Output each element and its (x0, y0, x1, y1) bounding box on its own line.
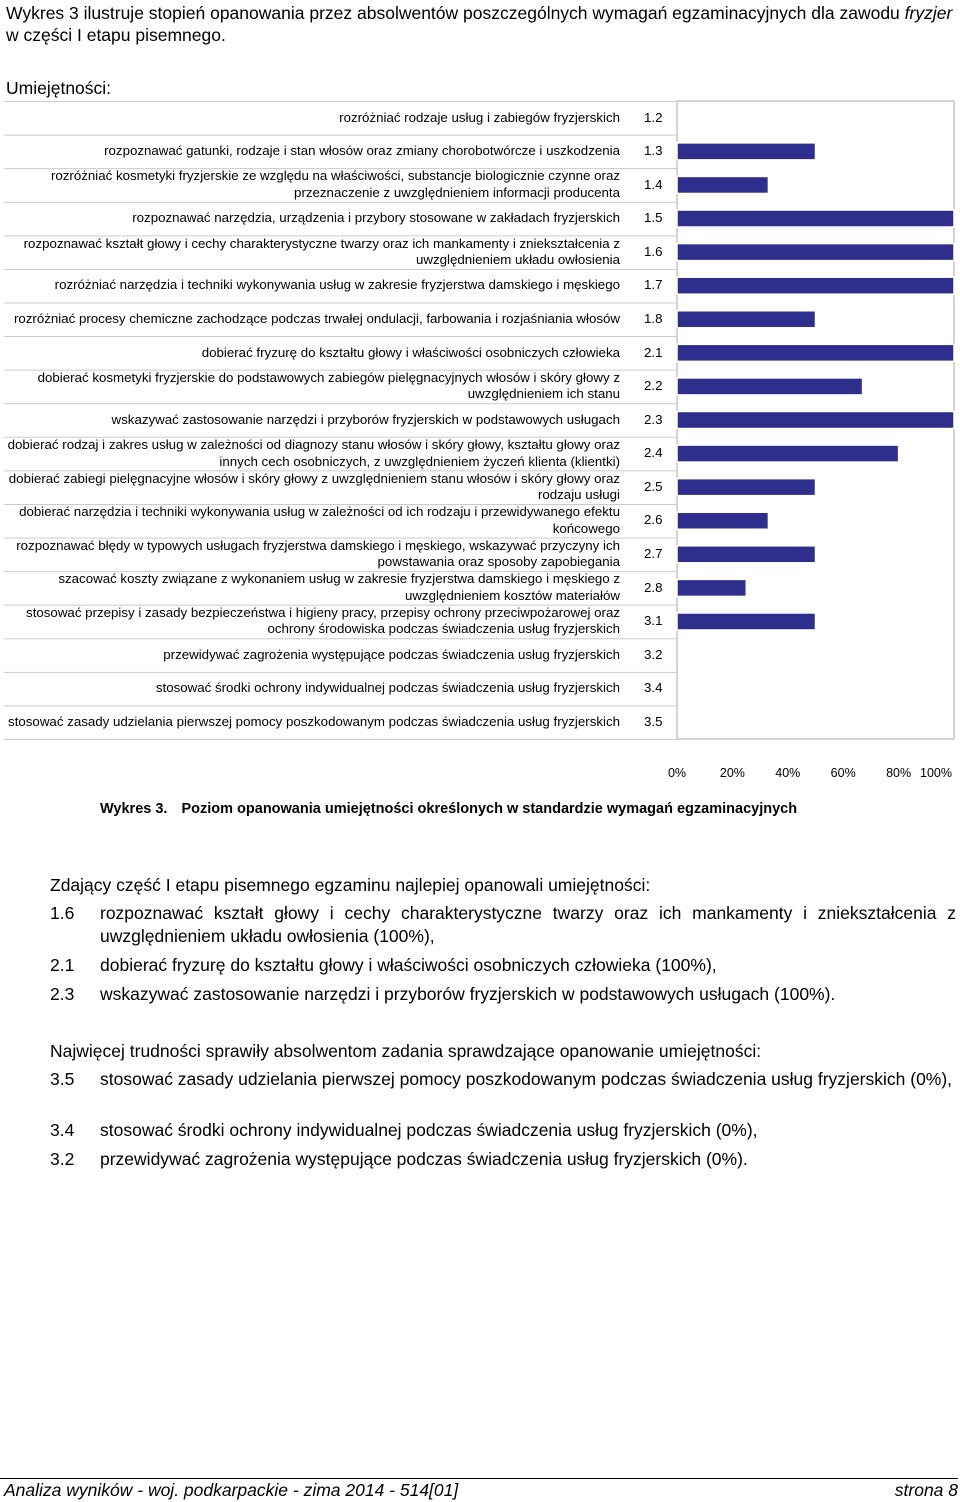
skill-label-text: dobierać kosmetyki fryzjerskie do podstawowych zabiegów pielęgnacyjnych włosów i skóry głowy z uwzględnieniem ich stanu (37, 369, 620, 402)
bar-1.3 (677, 143, 816, 160)
skill-code-1.8: 1.8 (644, 311, 663, 326)
intro-profession: fryzjer (904, 3, 953, 23)
skill-label-text: stosować przepisy i zasady bezpieczeństwa i higieny pracy, przepisy ochrony przeciwpożarowej oraz ochrony środowiska podczas świadczenia usług fryzjerskich (26, 604, 620, 637)
skill-label-text: stosować środki ochrony indywidualnej podczas świadczenia usług fryzjerskich (155, 680, 620, 696)
page-footer (0, 1478, 958, 1501)
worst-skills-heading: Najwięcej trudności sprawiły absolwentom zadania sprawdzające opanowanie umiejętności: (50, 1041, 762, 1061)
skill-label-text: rozróżniać rodzaje usług i zabiegów fryzjerskich (339, 109, 620, 125)
worst-skill-code: 3.4 (50, 1120, 75, 1140)
skill-code-1.3: 1.3 (644, 143, 663, 159)
skill-label-2.2 (6, 370, 620, 404)
x-tick-label: 100% (920, 766, 952, 780)
skill-label-text: rozpoznawać błędy w typowych usługach fryzjerstwa damskiego i męskiego, wskazywać przyczyny ich powstawania oraz sposoby zapobiegania (16, 537, 620, 570)
best-skills-heading: Zdający część I etapu pisemnego egzaminu najlepiej opanowali umiejętności: (50, 875, 651, 895)
skill-label-1.7 (6, 269, 620, 303)
skill-code-2.8: 2.8 (644, 579, 663, 595)
x-tick-label: 0% (667, 766, 687, 780)
skill-label-3.1 (6, 605, 620, 639)
skill-code-2.6: 2.6 (644, 512, 663, 528)
skill-label-3.5 (6, 705, 620, 739)
skill-label-1.6 (6, 235, 620, 269)
bar-3.1 (677, 613, 816, 630)
bar-2.6 (677, 512, 768, 529)
skill-code-1.5: 1.5 (644, 210, 663, 226)
worst-skill-item (50, 1148, 956, 1171)
skill-label-3.4 (6, 672, 620, 706)
x-tick-label: 20% (719, 766, 745, 780)
intro-text-before: Wykres 3 ilustruje stopień opanowania przez absolwentów poszczególnych wymagań egzaminacyjnych dla zawodu (6, 3, 905, 23)
bar-1.4 (677, 176, 768, 193)
best-skill-text: dobierać fryzurę do kształtu głowy i właściwości osobniczych człowieka (100%), (100, 955, 717, 975)
skill-code-2.7: 2.7 (644, 546, 663, 562)
skill-label-1.5 (6, 202, 620, 236)
worst-skill-text: stosować zasady udzielania pierwszej pomocy poszkodowanym podczas świadczenia usług fryzjerskich (0%), (100, 1069, 953, 1089)
bar-1.5 (677, 210, 954, 227)
skill-code-1.4: 1.4 (644, 176, 663, 192)
skill-label-text: przewidywać zagrożenia występujące podczas świadczenia usług fryzjerskich (163, 646, 620, 662)
worst-skill-code: 3.5 (50, 1069, 75, 1089)
worst-skill-item (50, 1068, 956, 1091)
bar-2.3 (677, 412, 954, 429)
skill-label-2.7 (6, 538, 620, 572)
skill-label-text: rozpoznawać gatunki, rodzaje i stan włosów oraz zmiany chorobotwórcze i uszkodzenia (104, 143, 620, 159)
skill-code-2.3: 2.3 (644, 411, 663, 427)
skill-code-3.1: 3.1 (644, 613, 663, 629)
skill-label-text: rozróżniać narzędzia i techniki wykonywania usług w zakresie fryzjerstwa damskiego i męskiego (54, 277, 620, 293)
skill-code-2.1: 2.1 (644, 344, 663, 360)
skill-label-2.8 (6, 571, 620, 605)
skill-label-2.1 (6, 336, 620, 370)
bar-1.8 (677, 311, 816, 328)
caption-number: Wykres 3. (100, 801, 168, 817)
caption-text: Poziom opanowania umiejętności określonych w standardzie wymagań egzaminacyjnych (181, 801, 798, 817)
skill-code-2.5: 2.5 (644, 478, 663, 494)
bar-2.2 (677, 378, 863, 395)
skill-code-1.7: 1.7 (644, 277, 663, 293)
skill-label-1.3 (6, 135, 620, 169)
bar-2.1 (677, 344, 954, 361)
bar-2.5 (677, 479, 816, 496)
footer-report-title: Analiza wyników - woj. podkarpackie - zima 2014 - 514[01] (4, 1480, 459, 1500)
skill-code-3.2: 3.2 (644, 646, 663, 662)
worst-skill-text: stosować środki ochrony indywidualnej podczas świadczenia usług fryzjerskich (0%), (100, 1120, 758, 1140)
skill-code-3.4: 3.4 (644, 680, 663, 696)
skill-label-text: rozróżniać procesy chemiczne zachodzące podczas trwałej ondulacji, farbowania i rozjaśniania włosów (13, 311, 620, 326)
footer-page-number: strona 8 (894, 1480, 958, 1500)
intro-text-after: w części I etapu pisemnego. (6, 25, 226, 45)
skill-code-1.2: 1.2 (644, 109, 663, 125)
skill-label-2.4 (6, 437, 620, 471)
skill-code-1.6: 1.6 (644, 243, 663, 259)
best-skill-code: 2.1 (50, 955, 75, 975)
skills-heading: Umiejętności: (6, 78, 112, 98)
skill-label-1.2 (6, 101, 620, 135)
best-skill-code: 1.6 (50, 903, 75, 923)
chart-caption (100, 801, 797, 817)
skill-label-text: dobierać zabiegi pielęgnacyjne włosów i skóry głowy z uwzględnieniem stanu włosów i skóry głowy oraz rodzaju usługi (8, 470, 620, 503)
skill-code-2.4: 2.4 (644, 445, 663, 461)
x-tick-label: 60% (830, 766, 856, 780)
skill-label-2.3 (6, 403, 620, 437)
skill-label-text: szacować koszty związane z wykonaniem usług w zakresie fryzjerstwa damskiego i męskiego z uwzględnieniem kosztów materiałów (58, 571, 620, 603)
best-skill-item (50, 983, 956, 1006)
skill-label-1.8 (6, 302, 620, 336)
skill-label-text: stosować zasady udzielania pierwszej pomocy poszkodowanym podczas świadczenia usług fryzjerskich (8, 713, 620, 729)
skill-label-text: dobierać rodzaj i zakres usług w zależności od diagnozy stanu włosów i skóry głowy, kształtu głowy oraz innych cech osobniczych, z uwzględnieniem życzeń klienta (klientki) (7, 437, 620, 469)
best-skill-item (50, 902, 956, 948)
skill-label-text: rozpoznawać kształt głowy i cechy charakterystyczne twarzy oraz ich mankamenty i zniekształcenia z uwzględnieniem układu owłosienia (23, 235, 620, 268)
x-tick-label: 80% (886, 766, 912, 780)
skill-code-3.5: 3.5 (644, 713, 663, 729)
skill-label-text: rozróżniać kosmetyki fryzjerskie ze względu na właściwości, substancje biologicznie czynne oraz przeznaczenie z uwzględnieniem informacji producenta (50, 168, 620, 200)
worst-skill-item (50, 1119, 956, 1142)
skill-label-3.2 (6, 638, 620, 672)
skill-label-text: dobierać fryzurę do kształtu głowy i właściwości osobniczych człowieka (201, 344, 620, 360)
skill-label-text: dobierać narzędzia i techniki wykonywania usług w zależności od ich rodzaju i przewidywanego efektu końcowego (19, 504, 620, 536)
worst-skill-text: przewidywać zagrożenia występujące podczas świadczenia usług fryzjerskich (0%). (100, 1149, 748, 1169)
skill-label-text: wskazywać zastosowanie narzędzi i przyborów fryzjerskich w podstawowych usługach (111, 411, 620, 427)
bar-2.4 (677, 445, 899, 462)
bar-1.7 (677, 277, 954, 294)
skill-label-text: rozpoznawać narzędzia, urządzenia i przybory stosowane w zakładach fryzjerskich (132, 210, 620, 226)
skill-label-2.6 (6, 504, 620, 538)
bar-2.7 (677, 546, 816, 563)
x-tick-label: 40% (775, 766, 801, 780)
best-skill-text: rozpoznawać kształt głowy i cechy charakterystyczne twarzy oraz ich mankamenty i zniekształcenia z uwzględnieniem układu owłosienia (100%), (100, 903, 956, 946)
skill-label-2.5 (6, 470, 620, 504)
best-skill-item (50, 954, 956, 977)
skill-label-1.4 (6, 168, 620, 202)
best-skill-text: wskazywać zastosowanie narzędzi i przyborów fryzjerskich w podstawowych usługach (100%). (100, 984, 836, 1004)
bar-2.8 (677, 579, 746, 596)
best-skill-code: 2.3 (50, 984, 75, 1004)
worst-skill-code: 3.2 (50, 1149, 75, 1169)
skill-code-2.2: 2.2 (644, 378, 663, 394)
bar-1.6 (677, 244, 954, 261)
